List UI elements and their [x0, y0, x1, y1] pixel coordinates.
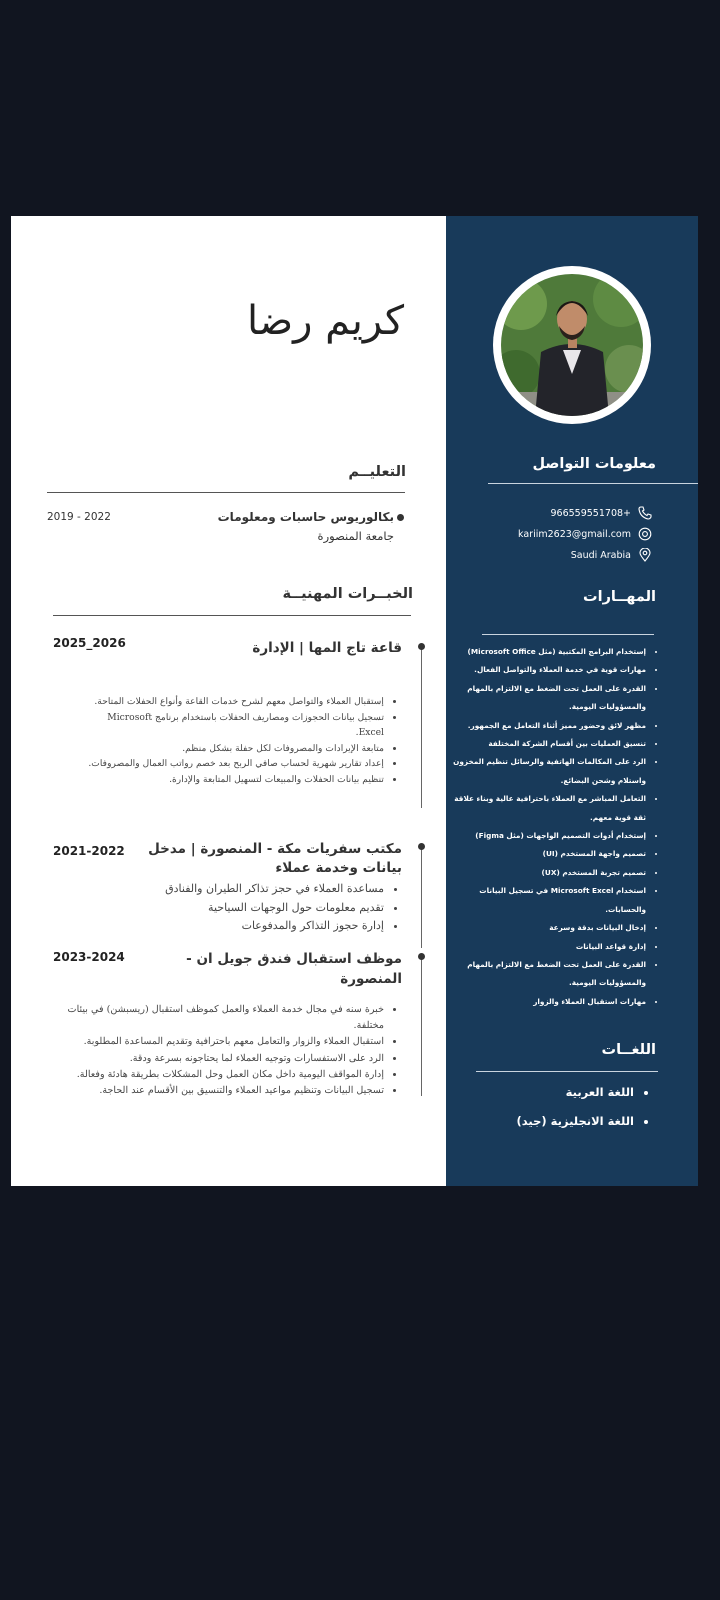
timeline-dot-2 [418, 843, 425, 850]
job-3-bullet: • استقبال العملاء والزوار والتعامل معهم باحترافية وتقديم المساعدة المطلوبة. [54, 1034, 384, 1050]
education-degree: بكالوريوس حاسبات ومعلومات [217, 510, 394, 524]
job-title-3: موظف استقبال فندق جويل ان - المنصورة [186, 951, 402, 987]
skill-item: • الرد على المكالمات الهاتفية والرسائل تنظيم المخزون واستلام وشحن البضائع. [441, 753, 646, 790]
skills-heading: المهــارات [583, 589, 656, 605]
location-text: Saudi Arabia [570, 549, 631, 561]
education-years: 2019 - 2022 [47, 511, 111, 523]
job-2-bullet: • مساعدة العملاء في حجز تذاكر الطيران والفنادق [124, 880, 384, 899]
education-heading: التعليــم [348, 464, 406, 480]
resume-sidebar [446, 216, 698, 1186]
skill-item: • القدرة على العمل تحت الضغط مع الالتزام بالمهام والمسؤوليات اليومية. [441, 680, 646, 717]
job-3-bullet: • إدارة المواقف اليومية داخل مكان العمل وحل المشكلات بطريقة هادئة وفعالة. [54, 1067, 384, 1083]
job-years-2: 2021-2022 [53, 844, 125, 858]
skill-item: • استخدام Microsoft Excel في تسجيل البيانات والحسابات. [441, 882, 646, 919]
education-bullet [397, 514, 404, 521]
skill-item: • القدرة على العمل تحت الضغط مع الالتزام بالمهام والمسؤوليات اليومية. [441, 956, 646, 993]
job-years-3: 2023-2024 [53, 950, 125, 964]
contact-phone [551, 506, 653, 520]
job-3-bullet: • خبرة سنه في مجال خدمة العملاء والعمل كموظف استقبال (ريسبشن) في بيئات مختلفة. [54, 1002, 384, 1034]
job-2-bullet: • تقديم معلومات حول الوجهات السياحية [124, 899, 384, 918]
skill-item: • إدخال البيانات بدقة وسرعة [441, 919, 646, 937]
job-1-bullet: • تنظيم بيانات الحفلات والمبيعات لتسهيل المتابعة والإدارة. [84, 772, 384, 788]
timeline-line-3 [421, 958, 422, 1096]
contact-heading: معلومات التواصل [532, 456, 656, 472]
skill-item: • إستخدام البرامج المكتبية (مثل Microsoft Office) [441, 643, 646, 661]
languages-list [464, 1078, 648, 1136]
contact-email [518, 527, 652, 541]
job-1-bullet: • متابعة الإيرادات والمصروفات لكل حفلة بشكل منظم. [84, 741, 384, 757]
email-address: kariim2623@gmail.com [518, 528, 631, 540]
experience-divider [53, 615, 411, 616]
timeline-line-2 [421, 848, 422, 948]
language-item: • اللغة العربية [464, 1078, 634, 1107]
location-pin-icon [638, 548, 652, 562]
phone-icon [638, 506, 652, 520]
profile-photo-image [501, 274, 643, 416]
candidate-name: كريم رضا [246, 298, 404, 344]
skills-list [441, 643, 660, 1011]
profile-photo [493, 266, 651, 424]
skill-item: • مهارات استقبال العملاء والزوار [441, 993, 646, 1011]
education-school: جامعة المنصورة [317, 529, 394, 543]
language-item: • اللغة الانجليزية (جيد) [464, 1107, 634, 1136]
skill-item: • تصميم واجهة المستخدم (UI) [441, 845, 646, 863]
skill-item: • تنسيق العمليات بين أقسام الشركة المختلفة [441, 735, 646, 753]
job-title-1: قاعة تاج المها | الإدارة [252, 640, 402, 656]
timeline-dot-1 [418, 643, 425, 650]
timeline-dot-3 [418, 953, 425, 960]
contact-divider [488, 483, 698, 484]
skill-item: • إستخدام أدوات التصميم الواجهات (مثل Figma) [441, 827, 646, 845]
job-bullets-1 [84, 694, 400, 788]
timeline-line-1 [421, 648, 422, 808]
job-years-1: 2025_2026 [53, 636, 126, 650]
job-title-2: مكتب سفريات مكة - المنصورة | مدخل بيانات وخدمة عملاء [148, 841, 402, 876]
job-1-bullet: • إستقبال العملاء والتواصل معهم لشرح خدمات القاعة وأنواع الحفلات المتاحة. [84, 694, 384, 710]
experience-heading: الخبــرات المهنيــة [282, 586, 413, 602]
skill-item: • مهارات قوية في خدمة العملاء والتواصل الفعال. [441, 661, 646, 679]
skill-item: • تصميم تجربة المستخدم (UX) [441, 864, 646, 882]
job-bullets-2 [124, 880, 400, 936]
skill-item: • التعامل المباشر مع العملاء باحترافية عالية وبناء علاقة ثقة قوية معهم. [441, 790, 646, 827]
languages-divider [476, 1071, 658, 1072]
resume-main-column [11, 216, 446, 1186]
job-bullets-3 [54, 1002, 400, 1099]
education-divider [47, 492, 405, 493]
skill-item: • إدارة قواعد البيانات [441, 938, 646, 956]
at-icon [638, 527, 652, 541]
contact-location [571, 548, 652, 562]
job-2-bullet: • إدارة حجوز التذاكر والمدفوعات [124, 917, 384, 936]
phone-number: +966559551708 [550, 507, 631, 519]
job-3-bullet: • تسجيل البيانات وتنظيم مواعيد العملاء والتنسيق بين الأقسام عند الحاجة. [54, 1083, 384, 1099]
job-3-bullet: • الرد على الاستفسارات وتوجيه العملاء لما يحتاجونه بسرعة ودقة. [54, 1051, 384, 1067]
job-1-bullet: • إعداد تقارير شهرية لحساب صافي الربح بعد خصم رواتب العمال والمصروفات. [84, 756, 384, 772]
job-1-bullet: • تسجيل بيانات الحجوزات ومصاريف الحفلات باستخدام برنامج Microsoft Excel. [84, 710, 384, 741]
languages-heading: اللغــات [601, 1042, 656, 1058]
skills-divider [482, 634, 654, 635]
skill-item: • مظهر لائق وحضور مميز أثناء التعامل مع الجمهور. [441, 717, 646, 735]
